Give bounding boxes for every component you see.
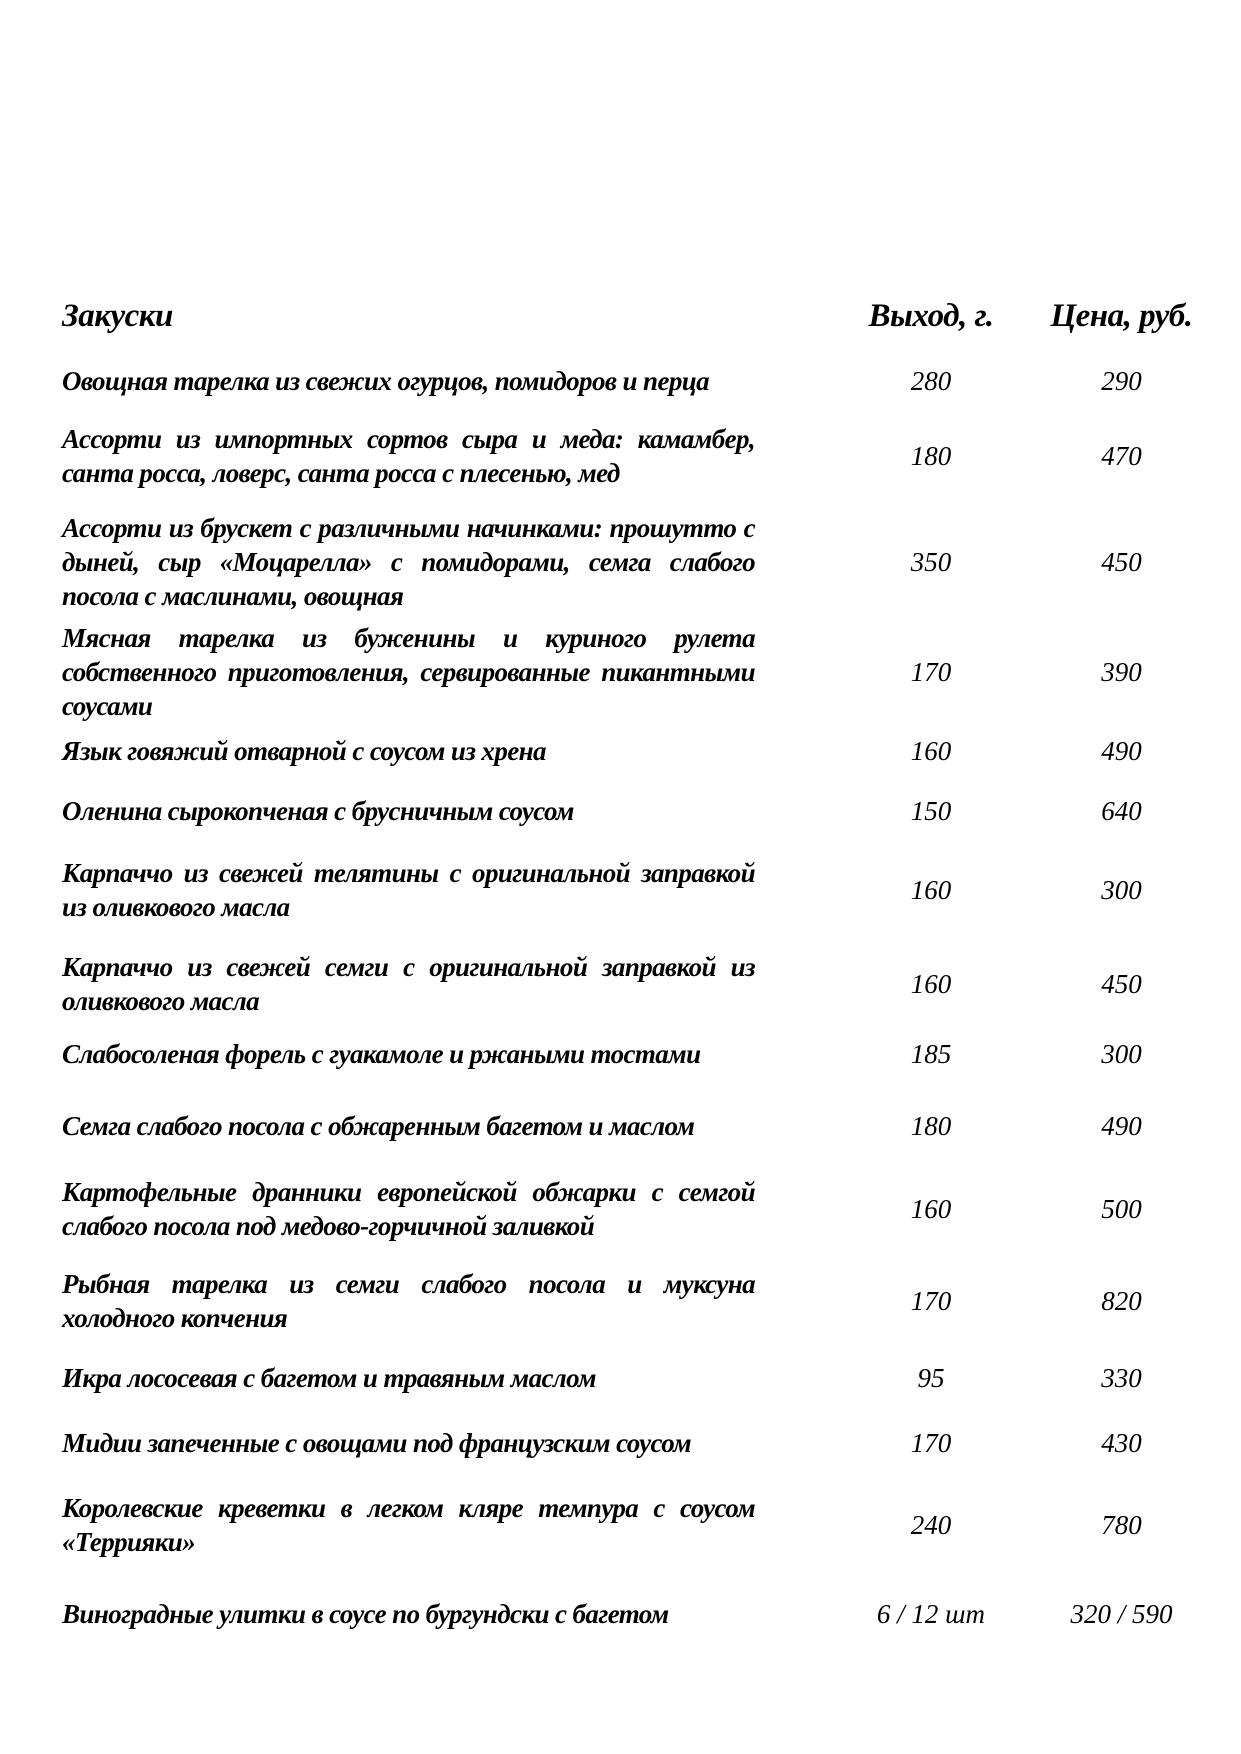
dish-price: 320 / 590 (1070, 1599, 1173, 1629)
menu-item-row (0, 794, 1241, 828)
dish-price: 450 (1101, 969, 1142, 999)
dish-weight: 185 (910, 1039, 952, 1069)
dish-name: Язык говяжий отварной с соусом из хрена (62, 736, 546, 766)
dish-name: Картофельные дранники европейской обжарки с семгой слабого посола под медово-горчичной заливкой (62, 1177, 755, 1241)
menu-item-row (0, 1426, 1241, 1460)
menu-item-row (0, 950, 1241, 1018)
dish-weight: 180 (910, 1111, 952, 1141)
menu-item-row (0, 1361, 1241, 1395)
dish-weight: 170 (910, 1286, 952, 1316)
menu-item-row (0, 511, 1241, 613)
dish-price: 640 (1101, 796, 1142, 826)
dish-weight: 240 (910, 1510, 952, 1540)
dish-weight: 280 (910, 366, 952, 396)
dish-weight: 170 (910, 1428, 952, 1458)
dish-name: Семга слабого посола с обжаренным багетом и маслом (62, 1111, 695, 1141)
dish-weight: 180 (910, 441, 952, 471)
dish-weight: 160 (910, 969, 952, 999)
dish-price: 330 (1101, 1363, 1142, 1393)
dish-name: Оленина сырокопченая с брусничным соусом (62, 796, 574, 826)
menu-item-row (0, 1267, 1241, 1335)
menu-item-row (0, 364, 1241, 398)
menu-header-row (0, 296, 1241, 336)
dish-price: 500 (1101, 1194, 1142, 1224)
menu-item-row (0, 422, 1241, 490)
dish-weight: 170 (910, 657, 952, 687)
dish-name: Ассорти из импортных сортов сыра и меда: камамбер, санта росса, ловерс, санта росса с плесенью, мед (62, 424, 755, 488)
dish-price: 430 (1101, 1428, 1142, 1458)
dish-name: Королевские креветки в легком кляре темпура с соусом «Террияки» (62, 1493, 755, 1557)
dish-weight: 160 (910, 736, 952, 766)
dish-price: 780 (1101, 1510, 1142, 1540)
dish-weight: 160 (910, 1194, 952, 1224)
menu-item-row (0, 1175, 1241, 1243)
dish-name: Слабосоленая форель с гуакамоле и ржаными тостами (62, 1039, 701, 1069)
menu-item-row (0, 1109, 1241, 1143)
dish-weight: 160 (910, 875, 952, 905)
dish-price: 290 (1101, 366, 1142, 396)
menu-item-row (0, 1491, 1241, 1559)
dish-name: Карпаччо из свежей семги с оригинальной заправкой из оливкового масла (62, 952, 755, 1016)
column-header-price: Цена, руб. (1050, 298, 1193, 334)
menu-item-row (0, 734, 1241, 768)
dish-price: 300 (1101, 1039, 1142, 1069)
dish-price: 300 (1101, 875, 1142, 905)
dish-name: Рыбная тарелка из семги слабого посола и муксуна холодного копчения (62, 1269, 755, 1333)
menu-item-row (0, 856, 1241, 924)
dish-price: 490 (1101, 1111, 1142, 1141)
dish-name: Карпаччо из свежей телятины с оригинальной заправкой из оливкового масла (62, 858, 755, 922)
dish-name: Виноградные улитки в соусе по бургундски с багетом (62, 1599, 669, 1629)
dish-weight: 6 / 12 шт (876, 1599, 986, 1629)
menu-items (0, 364, 1241, 1631)
dish-name: Икра лососевая с багетом и травяным маслом (62, 1363, 596, 1393)
dish-name: Овощная тарелка из свежих огурцов, помидоров и перца (62, 366, 710, 396)
dish-price: 390 (1101, 657, 1142, 687)
dish-price: 490 (1101, 736, 1142, 766)
column-header-weight: Выход, г. (868, 298, 994, 334)
section-title: Закуски (62, 298, 173, 334)
dish-price: 470 (1101, 441, 1142, 471)
menu-item-row (0, 621, 1241, 723)
menu-item-row (0, 1597, 1241, 1631)
dish-price: 450 (1101, 547, 1142, 577)
dish-name: Ассорти из брускет с различными начинками: прошутто с дыней, сыр «Моцарелла» с помидорами, семга слабого посола с маслинами, овощная (62, 513, 755, 611)
dish-weight: 150 (910, 796, 952, 826)
menu-item-row (0, 1037, 1241, 1071)
dish-name: Мясная тарелка из буженины и куриного рулета собственного приготовления, сервированные пикантными соусами (62, 623, 755, 721)
dish-weight: 350 (910, 547, 952, 577)
dish-price: 820 (1101, 1286, 1142, 1316)
dish-weight: 95 (917, 1363, 945, 1393)
dish-name: Мидии запеченные с овощами под французским соусом (62, 1428, 692, 1458)
